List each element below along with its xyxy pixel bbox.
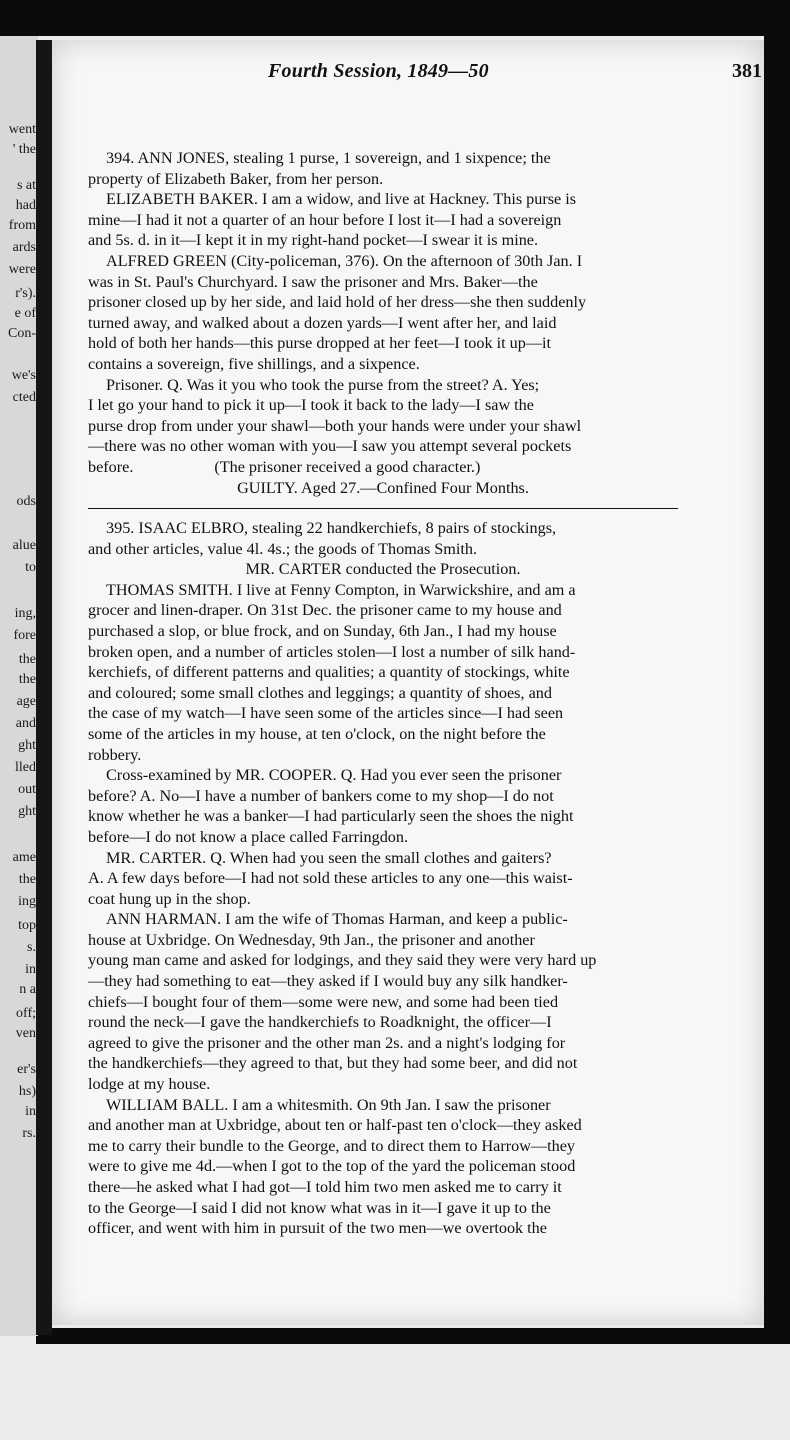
case395-line: some of the articles in my house, at ten o'clock, on the night before the (88, 724, 546, 743)
case395-line: the case of my watch—I have seen some of the articles since—I had seen (88, 704, 564, 723)
facing-page-text-fragment: out (18, 782, 36, 797)
case394-line: mine—I had it not a quarter of an hour before I lost it—I had a sovereign (88, 210, 562, 229)
facing-page-text-fragment: hs) (18, 1084, 36, 1099)
facing-page-text-fragment: the (18, 872, 36, 887)
facing-page-text-fragment: had (15, 198, 36, 213)
facing-page-text-fragment: ards (12, 240, 36, 255)
scan-border-bottom (36, 1328, 790, 1344)
case395-line: MR. CARTER. Q. When had you seen the small clothes and gaiters? (106, 848, 552, 867)
facing-page-text-fragment: we's (11, 368, 36, 383)
case395-line: the handkerchiefs—they agreed to that, but they had some beer, and did not (88, 1054, 578, 1073)
facing-page-text-fragment: ods (16, 494, 36, 509)
case395-line: ANN HARMAN. I am the wife of Thomas Harman, and keep a public- (106, 910, 568, 929)
case395-line: broken open, and a number of articles stolen—I lost a number of silk hand- (88, 642, 576, 661)
case394-line: —there was no other woman with you—I saw you attempt several pockets (88, 437, 572, 456)
case395-line: before? A. No—I have a number of bankers come to my shop—I do not (88, 786, 554, 805)
facing-page-text-fragment: ing (18, 894, 36, 909)
facing-page-text-fragment: from (8, 218, 36, 233)
case395-line: and coloured; some small clothes and leggings; a quantity of shoes, and (88, 683, 552, 702)
facing-page-text-fragment: and (15, 716, 36, 731)
facing-page-text-fragment: s. (27, 940, 36, 955)
case395-line: round the neck—I gave the handkerchiefs to Roadknight, the officer—I (88, 1013, 552, 1032)
case-395-text (88, 518, 678, 1239)
case395-line: A. A few days before—I had not sold these articles to any one—this waist- (88, 869, 573, 888)
facing-page-text-fragment: n a (19, 982, 36, 997)
running-header (62, 60, 770, 86)
case394-line: prisoner closed up by her side, and laid hold of her dress—she then suddenly (88, 293, 587, 312)
facing-page-text-fragment: the (18, 672, 36, 687)
facing-page-text-fragment: rs. (22, 1126, 36, 1141)
case395-line: grocer and linen-draper. On 31st Dec. the prisoner came to my house and (88, 601, 562, 620)
book-spine (36, 40, 52, 1335)
case395-line: coat hung up in the shop. (88, 889, 251, 908)
case394-line: hold of both her hands—this purse dropped at her feet—I took it up—it (88, 334, 552, 353)
facing-page-text-fragment: in (25, 962, 36, 977)
case394-line: purse drop from under your shawl—both your hands were under your shawl (88, 416, 582, 435)
case395-line: WILLIAM BALL. I am a whitesmith. On 9th Jan. I saw the prisoner (106, 1095, 551, 1114)
facing-page-fragment (0, 36, 38, 1336)
case394-line: was in St. Paul's Churchyard. I saw the prisoner and Mrs. Baker—the (88, 272, 538, 291)
case394-line: contains a sovereign, five shillings, and a sixpence. (88, 354, 420, 373)
case394-line: property of Elizabeth Baker, from her person. (88, 169, 384, 188)
scan-border-top (0, 0, 790, 36)
case395-line: know whether he was a banker—I had particularly seen the shoes the night (88, 807, 574, 826)
facing-page-text-fragment: Con- (8, 326, 36, 341)
facing-page-text-fragment: ing, (14, 606, 36, 621)
page-number: 381 (732, 60, 762, 82)
section-divider (88, 508, 678, 509)
facing-page-text-fragment: went (8, 122, 36, 137)
case395-line: kerchiefs, of different patterns and qualities; a quantity of stockings, white (88, 663, 570, 682)
case395-line: and another man at Uxbridge, about ten or half-past ten o'clock—they asked (88, 1116, 582, 1135)
facing-page-text-fragment: ght (18, 738, 36, 753)
facing-page-text-fragment: e of (14, 306, 36, 321)
facing-page-text-fragment: age (16, 694, 36, 709)
case395-line: before—I do not know a place called Farringdon. (88, 827, 409, 846)
case395-line: MR. CARTER conducted the Prosecution. (245, 560, 521, 579)
case-394-text (88, 148, 678, 498)
running-title: Fourth Session, 1849—50 (268, 60, 489, 82)
case394-line: 394. ANN JONES, stealing 1 purse, 1 sovereign, and 1 sixpence; the (106, 149, 551, 167)
case395-line: 395. ISAAC ELBRO, stealing 22 handkerchiefs, 8 pairs of stockings, (106, 519, 557, 537)
case394-line: I let go your hand to pick it up—I took it back to the lady—I saw the (88, 396, 534, 415)
case394-line: ELIZABETH BAKER. I am a widow, and live at Hackney. This purse is (106, 190, 577, 209)
facing-page-text-fragment: fore (13, 628, 36, 643)
facing-page-text-fragment: off; (16, 1006, 36, 1021)
facing-page-text-fragment: the (18, 652, 36, 667)
case395-line: there—he asked what I had got—I told him two men asked me to carry it (88, 1178, 562, 1196)
case395-line: Cross-examined by MR. COOPER. Q. Had you ever seen the prisoner (106, 766, 562, 785)
case395-line: and other articles, value 4l. 4s.; the goods of Thomas Smith. (88, 539, 478, 558)
facing-page-text-fragment: ' the (12, 142, 36, 157)
case395-line: chiefs—I bought four of them—some were new, and some had been tied (88, 992, 559, 1011)
facing-page-text-fragment: s at (16, 178, 36, 193)
case395-line: —they had something to eat—they asked if I would buy any silk handker- (88, 972, 568, 991)
case395-line: young man came and asked for lodgings, and they said they were very hard up (88, 951, 597, 970)
facing-page-text-fragment: were (8, 262, 36, 277)
case395-line: to the George—I said I did not know what was in it—I gave it up to the (88, 1198, 551, 1217)
case395-line: house at Uxbridge. On Wednesday, 9th Jan., the prisoner and another (88, 930, 535, 949)
facing-page-text-fragment: alue (12, 538, 36, 553)
facing-page-text-fragment: ght (18, 804, 36, 819)
facing-page-text-fragment: ame (12, 850, 36, 865)
case394-line: GUILTY. Aged 27.—Confined Four Months. (237, 478, 529, 497)
case395-line: lodge at my house. (88, 1075, 211, 1094)
case395-line: purchased a slop, or blue frock, and on Sunday, 6th Jan., I had my house (88, 621, 557, 640)
case395-line: agreed to give the prisoner and the other man 2s. and a night's lodging for (88, 1033, 566, 1052)
case395-line: robbery. (88, 745, 142, 764)
facing-page-text-fragment: lled (15, 760, 36, 775)
facing-page-text-fragment: r's). (15, 286, 36, 301)
case395-line: me to carry their bundle to the George, and to direct them to Harrow—they (88, 1136, 575, 1155)
facing-page-text-fragment: ven (15, 1026, 36, 1041)
case394-line: turned away, and walked about a dozen yards—I went after her, and laid (88, 313, 557, 332)
facing-page-text-fragment: er's (17, 1062, 36, 1077)
case395-line: officer, and went with him in pursuit of the two men—we overtook the (88, 1219, 547, 1238)
scan-border-right (764, 30, 790, 1340)
case395-line: THOMAS SMITH. I live at Fenny Compton, in Warwickshire, and am a (106, 580, 576, 599)
case394-line: ALFRED GREEN (City-policeman, 376). On the afternoon of 30th Jan. I (106, 251, 583, 270)
facing-page-text-fragment: in (25, 1104, 36, 1119)
facing-page-text-fragment: top (18, 918, 36, 933)
case394-line: before. (The prisoner received a good character.) (88, 457, 481, 476)
case394-line: Prisoner. Q. Was it you who took the purse from the street? A. Yes; (106, 375, 540, 394)
case395-line: were to give me 4d.—when I got to the top of the yard the policeman stood (88, 1157, 576, 1176)
case394-line: and 5s. d. in it—I kept it in my right-hand pocket—I swear it is mine. (88, 231, 539, 250)
facing-page-text-fragment: cted (12, 390, 36, 405)
facing-page-text-fragment: to (25, 560, 36, 575)
